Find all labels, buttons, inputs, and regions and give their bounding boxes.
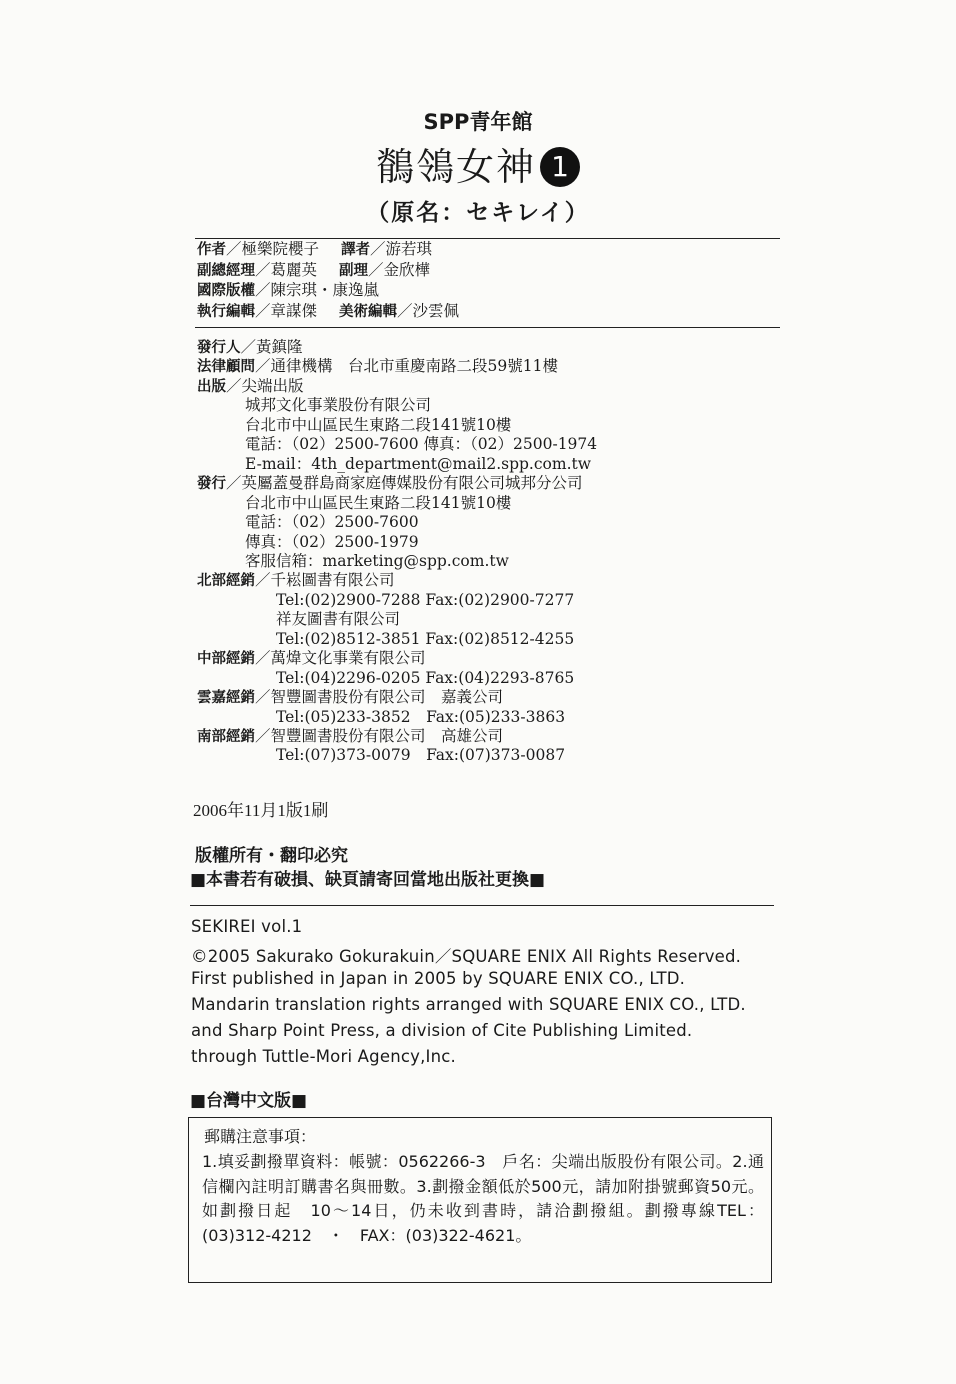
- publisher-value: 智豐圖書股份有限公司 嘉義公司: [270, 688, 504, 707]
- taiwan-edition-label: ■台灣中文版■: [190, 1091, 308, 1111]
- publisher-row: [276, 630, 574, 650]
- publisher-row: [197, 649, 426, 670]
- english-line: and Sharp Point Press, a division of Cite Publishing Limited.: [191, 1021, 693, 1040]
- english-line: SEKIREI vol.1: [191, 917, 303, 936]
- staff-label: 譯者: [341, 242, 371, 258]
- publisher-value: 祥友圖書有限公司: [276, 610, 401, 629]
- publisher-value: 尖端出版: [241, 376, 304, 395]
- publisher-row: [245, 416, 511, 436]
- publisher-row: [245, 455, 591, 475]
- staff-value: 章謀傑: [270, 301, 318, 320]
- publisher-separator: ／: [255, 357, 271, 376]
- staff-separator: ／: [255, 260, 271, 279]
- publisher-row: [197, 338, 303, 359]
- divider-top: [195, 238, 780, 239]
- publisher-row: [245, 552, 509, 572]
- staff-label: 國際版權: [197, 283, 255, 299]
- publisher-label: 南部經銷: [197, 729, 255, 745]
- publisher-label: 出版: [197, 378, 226, 395]
- book-title-text: 鶺鴒女神: [375, 145, 536, 189]
- staff-value: 陳宗琪・康逸嵐: [270, 281, 380, 299]
- publisher-value: 智豐圖書股份有限公司 高雄公司: [270, 727, 504, 745]
- publisher-row: [245, 533, 419, 553]
- publisher-row: [245, 494, 511, 514]
- publisher-row: [245, 435, 597, 455]
- publisher-value: 通律機構 台北市重慶南路二段59號11樓: [270, 357, 558, 376]
- staff-separator: ／: [255, 281, 271, 299]
- publisher-value: 台北市中山區民生東路二段141號10樓: [245, 415, 512, 434]
- publisher-value: 英屬蓋曼群島商家庭傳媒股份有限公司城邦分公司: [241, 474, 583, 493]
- publisher-value: 客服信箱：marketing@spp.com.tw: [245, 551, 509, 570]
- publisher-row: [276, 610, 400, 630]
- english-line: ©2005 Sakurako Gokurakuin／SQUARE ENIX All Rights Reserved.: [191, 947, 742, 966]
- staff-separator: ／: [255, 301, 271, 320]
- damage-notice: ■本書若有破損、缺頁請寄回當地出版社更換■: [190, 870, 546, 890]
- staff-label: 副總經理: [197, 262, 255, 279]
- book-title: [0, 136, 956, 191]
- publisher-value: Tel:(05)233-3852 Fax:(05)233-3863: [276, 707, 566, 726]
- publisher-row: [197, 377, 304, 398]
- publisher-separator: ／: [240, 338, 257, 356]
- staff-label: 作者: [197, 242, 226, 258]
- publisher-value: 台北市中山區民生東路二段141號10樓: [245, 493, 512, 512]
- staff-value: 金欣樺: [383, 260, 431, 279]
- publisher-row: [276, 669, 574, 689]
- publisher-label: 發行人: [197, 340, 241, 356]
- staff-row: [197, 261, 430, 282]
- volume-number-badge: 1: [540, 147, 580, 187]
- publisher-value: Tel:(04)2296-0205 Fax:(04)2293-8765: [276, 668, 575, 687]
- publisher-value: 傳真：（02）2500-1979: [245, 532, 419, 551]
- mail-order-body: 1.填妥劃撥單資料：帳號：0562266-3 戶名：尖端出版股份有限公司。2.通信欄內註明訂購書名與冊數。3.劃撥金額低於500元，請加附掛號郵資50元。如劃撥日起 10～14日，仍未收到書時，請洽劃撥組。劃撥專線TEL：(03)312-4212 ・ FAX：(03)322-4621。: [202, 1152, 764, 1245]
- publisher-value: 黃鎮隆: [256, 338, 303, 356]
- divider-english: [190, 905, 774, 906]
- publisher-label: 北部經銷: [197, 573, 255, 590]
- staff-value: 葛麗英: [270, 260, 318, 279]
- mail-order-box: [188, 1117, 772, 1283]
- publisher-row: [276, 746, 565, 766]
- edition-line: 2006年11月1版1刷: [193, 801, 329, 820]
- staff-value: 沙雲佩: [412, 301, 460, 320]
- staff-separator: ／: [370, 240, 386, 258]
- publisher-separator: ／: [255, 649, 271, 668]
- publisher-separator: ／: [255, 688, 271, 707]
- publisher-value: 電話：（02）2500-7600: [245, 513, 419, 532]
- staff-row: [197, 302, 459, 323]
- publisher-row: [197, 357, 558, 378]
- publisher-value: 萬煒文化事業有限公司: [270, 649, 426, 668]
- publisher-value: 電話：（02）2500-7600 傳真：（02）2500-1974: [245, 435, 598, 454]
- publisher-label: 雲嘉經銷: [197, 690, 255, 707]
- staff-label: 美術編輯: [339, 303, 398, 320]
- staff-separator: ／: [397, 301, 413, 320]
- publisher-row: [197, 571, 395, 592]
- english-line: Mandarin translation rights arranged with SQUARE ENIX CO., LTD.: [191, 995, 746, 1014]
- publisher-label: 發行: [197, 476, 226, 493]
- publisher-value: Tel:(07)373-0079 Fax:(07)373-0087: [276, 746, 566, 765]
- publisher-value: Tel:(02)2900-7288 Fax:(02)2900-7277: [276, 590, 575, 609]
- original-title: （原名：セキレイ）: [366, 200, 590, 226]
- publisher-row: [276, 591, 574, 611]
- staff-label: 副理: [339, 262, 369, 279]
- publisher-row: [197, 688, 503, 709]
- publisher-separator: ／: [255, 571, 271, 590]
- publisher-row: [197, 474, 583, 495]
- staff-separator: ／: [368, 260, 384, 279]
- publisher-value: E-mail：4th_department@mail2.spp.com.tw: [245, 454, 591, 473]
- staff-value: 游若琪: [385, 240, 433, 258]
- divider-staff: [195, 327, 780, 328]
- english-line: First published in Japan in 2005 by SQUARE ENIX CO., LTD.: [191, 969, 686, 988]
- publisher-value: 城邦文化事業股份有限公司: [245, 396, 432, 415]
- staff-value: 極樂院櫻子: [241, 240, 320, 258]
- rights-line: 版權所有・翻印必究: [195, 846, 348, 866]
- staff-row: [197, 281, 379, 302]
- publisher-separator: ／: [226, 474, 242, 493]
- publisher-label: 法律顧問: [197, 359, 255, 376]
- series-imprint: SPP青年館: [423, 110, 533, 134]
- mail-order-title: 郵購注意事項：: [204, 1127, 317, 1146]
- publisher-separator: ／: [255, 727, 271, 745]
- staff-separator: ／: [226, 240, 242, 258]
- publisher-separator: ／: [226, 376, 242, 395]
- publisher-row: [245, 396, 431, 416]
- publisher-value: Tel:(02)8512-3851 Fax:(02)8512-4255: [276, 629, 575, 648]
- staff-row: [197, 240, 432, 261]
- staff-label: 執行編輯: [197, 303, 255, 320]
- publisher-value: 千崧圖書有限公司: [270, 571, 395, 590]
- publisher-label: 中部經銷: [197, 651, 255, 668]
- publisher-row: [245, 513, 419, 533]
- english-line: through Tuttle-Mori Agency,Inc.: [191, 1047, 456, 1066]
- publisher-row: [276, 708, 565, 728]
- publisher-row: [197, 727, 503, 748]
